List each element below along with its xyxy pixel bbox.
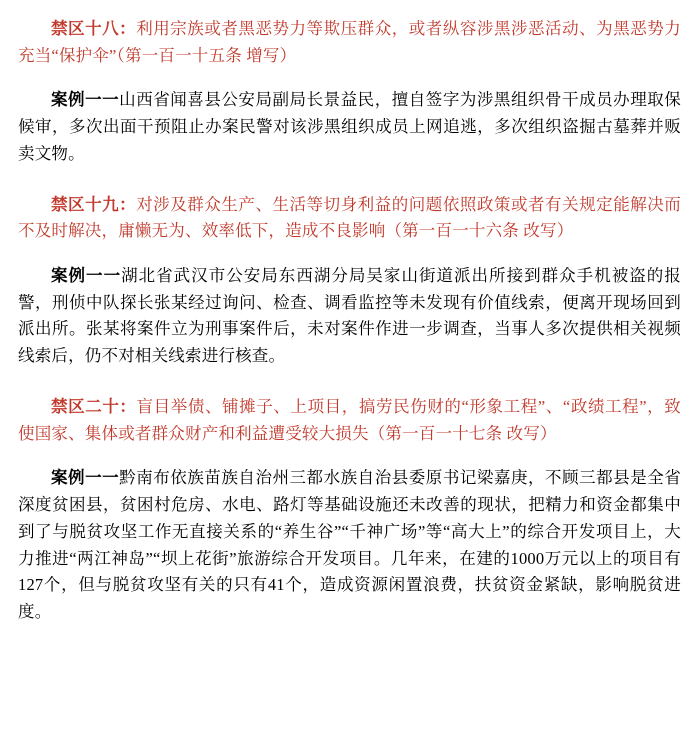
case-body: 湖北省武汉市公安局东西湖分局吴家山街道派出所接到群众手机被盗的报警，刑侦中队探长张某经过询问、检查、调看监控等未发现有价值线索，便离开现场回到派出所。张某将案件立为刑事案件后，未对案件作进一步调查，当事人多次提供相关视频线索后，仍不对相关线索进行核查。	[18, 266, 681, 366]
rule-body: 对涉及群众生产、生活等切身利益的问题依照政策或者有关规定能解决而不及时解决，庸懒无为、效率低下，造成不良影响（第一百一十六条 改写）	[18, 194, 682, 241]
rule-paragraph	[18, 16, 681, 69]
case-paragraph	[18, 87, 681, 167]
case-title: 案例一一	[51, 90, 120, 110]
rule-paragraph	[18, 394, 681, 447]
case-title: 案例一一	[51, 266, 122, 286]
case-paragraph	[18, 263, 681, 370]
case-body: 山西省闻喜县公安局副局长景益民，擅自签字为涉黑组织骨干成员办理取保候审，多次出面干预阻止办案民警对该涉黑组织成员上网追逃，多次组织盗掘古墓葬并贩卖文物。	[18, 90, 681, 163]
rule-title: 禁区十九：	[51, 194, 137, 214]
rule-title: 禁区二十：	[51, 396, 137, 416]
rule-paragraph	[18, 192, 681, 245]
rule-body: 盲目举债、铺摊子、上项目，搞劳民伤财的“形象工程”、“政绩工程”，致使国家、集体或者群众财产和利益遭受较大损失（第一百一十七条 改写）	[18, 396, 681, 443]
case-block	[18, 465, 681, 625]
rule-block	[18, 192, 681, 245]
rule-title: 禁区十八：	[51, 19, 137, 38]
case-body: 黔南布依族苗族自治州三都水族自治县委原书记梁嘉庚，不顾三都县是全省深度贫困县，贫困村危房、水电、路灯等基础设施还未改善的现状，把精力和资金都集中到了与脱贫攻坚工作无直接关系的“养生谷”“千神广场”等“高大上”的综合开发项目上，大力推进“两江神岛”“坝上花街”旅游综合开发项目。几年来，在建的1000万元以上的项目有127个，但与脱贫攻坚有关的只有41个，造成资源闲置浪费，扶贫资金紧缺，影响脱贫进度。	[18, 468, 681, 621]
rule-body: 利用宗族或者黑恶势力等欺压群众，或者纵容涉黑涉恶活动、为黑恶势力充当“保护伞”（第一百一十五条 增写）	[18, 19, 682, 65]
rule-block	[18, 16, 681, 69]
rule-block	[18, 394, 681, 447]
case-block	[18, 87, 681, 167]
case-title: 案例一一	[51, 468, 120, 488]
case-paragraph	[18, 465, 681, 625]
case-block	[18, 263, 681, 370]
